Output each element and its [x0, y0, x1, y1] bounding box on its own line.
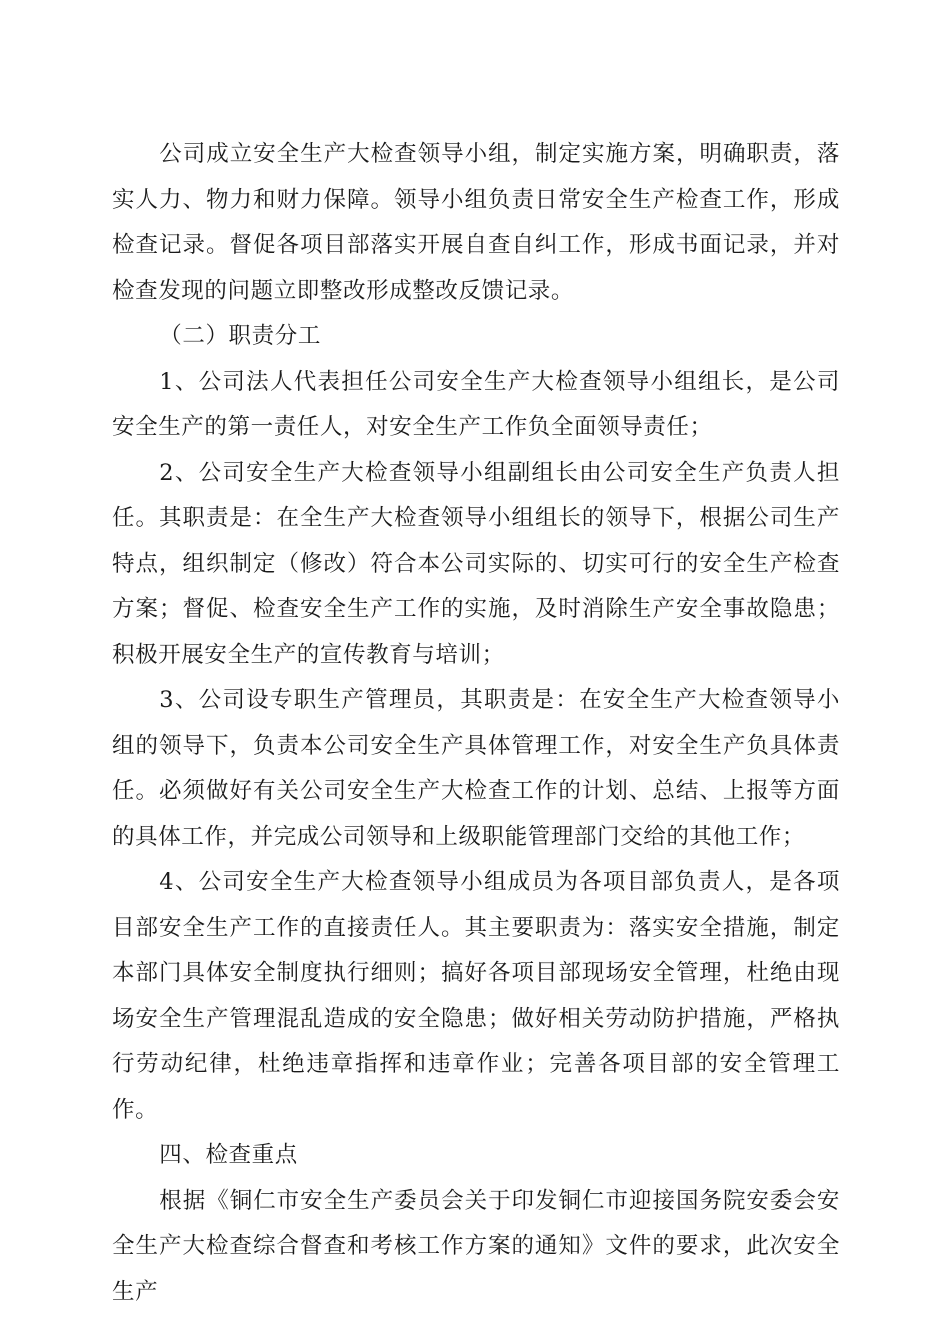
paragraph-inspection-basis: 根据《铜仁市安全生产委员会关于印发铜仁市迎接国务院安委会安全生产大检查综合督查和考核工作方案的通知》文件的要求，此次安全生产	[112, 1187, 840, 1305]
paragraph-leadership-group: 公司成立安全生产大检查领导小组，制定实施方案，明确职责，落实人力、物力和财力保障。领导小组负责日常安全生产检查工作，形成检查记录。督促各项目部落实开展自查自纠工作，形成书面记录，并对检查发现的问题立即整改形成整改反馈记录。	[112, 141, 840, 304]
paragraph-duty-2: 2、公司安全生产大检查领导小组副组长由公司安全生产负责人担任。其职责是：在全生产大检查领导小组组长的领导下，根据公司生产特点，组织制定（修改）符合本公司实际的、切实可行的安全生产检查方案；督促、检查安全生产工作的实施，及时消除生产安全事故隐患；积极开展安全生产的宣传教育与培训；	[112, 459, 840, 668]
section-heading-inspection-focus: 四、检查重点	[159, 1142, 298, 1168]
section-heading-duty-division: （二）职责分工	[159, 323, 321, 349]
paragraph-duty-3: 3、公司设专职生产管理员，其职责是：在安全生产大检查领导小组的领导下，负责本公司安全生产具体管理工作，对安全生产负具体责任。必须做好有关公司安全生产大检查工作的计划、总结、上报等方面的具体工作，并完成公司领导和上级职能管理部门交给的其他工作；	[112, 687, 840, 850]
document-body	[112, 132, 840, 1315]
paragraph-duty-4: 4、公司安全生产大检查领导小组成员为各项目部负责人，是各项目部安全生产工作的直接责任人。其主要职责为：落实安全措施，制定本部门具体安全制度执行细则；搞好各项目部现场安全管理，杜绝由现场安全生产管理混乱造成的安全隐患；做好相关劳动防护措施，严格执行劳动纪律，杜绝违章指挥和违章作业；完善各项目部的安全管理工作。	[112, 869, 840, 1123]
paragraph-duty-1: 1、公司法人代表担任公司安全生产大检查领导小组组长，是公司安全生产的第一责任人，对安全生产工作负全面领导责任；	[112, 368, 840, 440]
